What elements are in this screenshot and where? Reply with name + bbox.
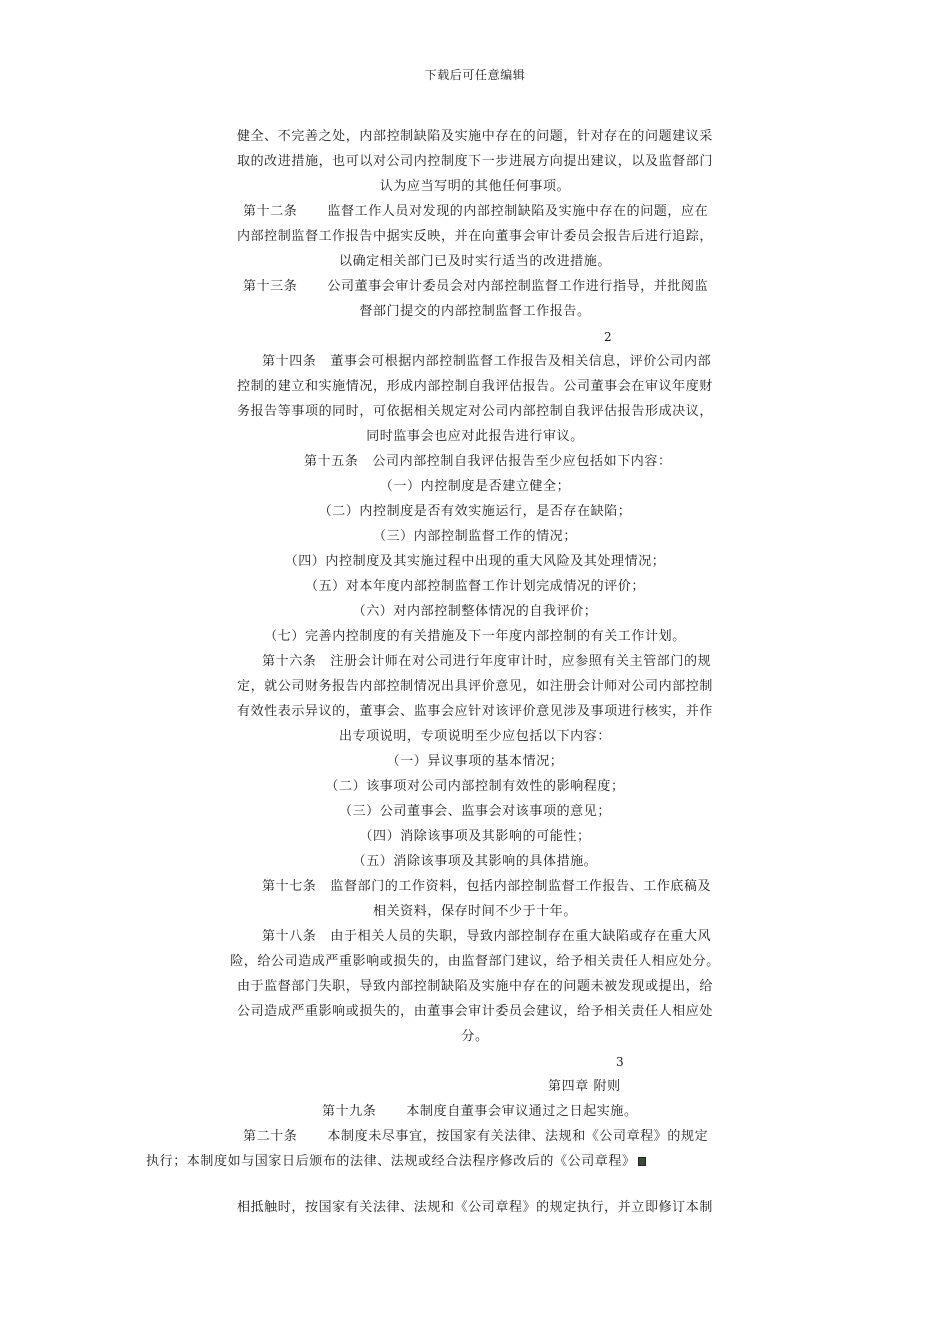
article-14	[262, 353, 711, 371]
list-item: （一）异议事项的基本情况；	[386, 754, 564, 769]
chapter-title: 第四章 附则	[548, 1079, 621, 1094]
text-line: 内部控制监督工作报告中据实反映，并在向董事会审计委员会报告后进行追踪，	[236, 229, 713, 244]
list-item: （三）内部控制监督工作的情况；	[372, 529, 577, 544]
article-19	[322, 1103, 638, 1121]
article-text: 注册会计师在对公司进行年度审计时，应参照有关主管部门的规	[330, 654, 712, 669]
list-item: （三）公司董事会、监事会对该事项的意见；	[338, 804, 611, 819]
list-item: （一）内控制度是否建立健全；	[379, 479, 571, 494]
text-line	[146, 1153, 646, 1171]
article-text: 监督部门的工作资料，包括内部控制监督工作报告、工作底稿及	[330, 879, 712, 894]
text-line: 出专项说明，专项说明至少应包括以下内容：	[338, 729, 611, 744]
text-line: 同时监事会也应对此报告进行审议。	[366, 429, 584, 444]
article-12	[243, 203, 708, 221]
article-text: 由于相关人员的失职，导致内部控制存在重大缺陷或存在重大风	[330, 929, 712, 944]
text-line: 相抵触时，按国家有关法律、法规和《公司章程》的规定执行，并立即修订本制	[236, 1200, 713, 1215]
article-number: 第十二条	[243, 204, 298, 219]
text-line: 以确定相关部门已及时实行适当的改进措施。	[338, 254, 611, 269]
article-15	[304, 453, 672, 471]
page-number: 2	[604, 330, 613, 344]
list-item: （二）该事项对公司内部控制有效性的影响程度；	[325, 779, 625, 794]
article-16	[262, 653, 711, 671]
article-text: 公司内部控制自我评估报告至少应包括如下内容：	[372, 454, 672, 469]
article-number: 第十六条	[262, 654, 317, 669]
text-line: 分。	[461, 1029, 489, 1044]
article-text: 公司董事会审计委员会对内部控制监督工作进行指导，并批阅监	[327, 279, 709, 294]
article-number: 第二十条	[243, 1129, 298, 1144]
article-text: 监督工作人员对发现的内部控制缺陷及实施中存在的问题，应在	[327, 204, 709, 219]
article-number: 第十九条	[322, 1104, 377, 1119]
article-number: 第十五条	[304, 454, 359, 469]
line-text: 执行；本制度如与国家日后颁布的法律、法规或经合法程序修改后的《公司章程》	[146, 1154, 636, 1169]
article-text: 董事会可根据内部控制监督工作报告及相关信息，评价公司内部	[330, 354, 712, 369]
page-number: 3	[616, 1055, 625, 1069]
article-18	[262, 928, 711, 946]
text-line: 有效性表示异议的，董事会、监事会应针对该评价意见涉及事项进行核实，并作	[236, 704, 713, 719]
text-line: 险，给公司造成严重影响或损失的，由监督部门建议，给予相关责任人相应处分。	[230, 954, 720, 969]
article-17	[262, 878, 711, 896]
article-20	[243, 1128, 708, 1146]
article-number: 第十七条	[262, 879, 317, 894]
list-item: （五）消除该事项及其影响的具体措施。	[352, 854, 598, 869]
text-line: 定，就公司财务报告内部控制情况出具评价意见，如注册会计师对公司内部控制	[236, 679, 713, 694]
list-item: （四）内控制度及其实施过程中出现的重大风险及其处理情况；	[284, 554, 666, 569]
list-item: （七）完善内控制度的有关措施及下一年度内部控制的有关工作计划。	[264, 629, 686, 644]
page-header: 下载后可任意编辑	[424, 68, 526, 82]
list-item: （六）对内部控制整体情况的自我评价；	[352, 604, 598, 619]
text-line: 由于监督部门失职，导致内部控制缺陷及实施中存在的问题未被发现或提出，给	[236, 979, 713, 994]
embedded-object-icon	[638, 1157, 646, 1166]
article-number: 第十三条	[243, 279, 298, 294]
article-text: 本制度自董事会审议通过之日起实施。	[406, 1104, 638, 1119]
text-line: 认为应当写明的其他任何事项。	[379, 179, 571, 194]
article-number: 第十四条	[262, 354, 317, 369]
article-13	[243, 278, 708, 296]
text-line: 控制的建立和实施情况，形成内部控制自我评估报告。公司董事会在审议年度财	[236, 379, 713, 394]
article-number: 第十八条	[262, 929, 317, 944]
text-line: 督部门提交的内部控制监督工作报告。	[359, 304, 591, 319]
text-line: 务报告等事项的同时，可依据相关规定对公司内部控制自我评估报告形成决议，	[236, 404, 713, 419]
article-text: 本制度未尽事宜，按国家有关法律、法规和《公司章程》的规定	[327, 1129, 709, 1144]
text-line: 健全、不完善之处，内部控制缺陷及实施中存在的问题，针对存在的问题建议采	[236, 129, 713, 144]
text-line: 取的改进措施，也可以对公司内控制度下一步进展方向提出建议，以及监督部门	[236, 154, 713, 169]
list-item: （四）消除该事项及其影响的可能性；	[359, 829, 591, 844]
text-line: 公司造成严重影响或损失的，由董事会审计委员会建议，给予相关责任人相应处	[236, 1004, 713, 1019]
list-item: （二）内控制度是否有效实施运行，是否存在缺陷；	[318, 504, 632, 519]
text-line: 相关资料，保存时间不少于十年。	[372, 904, 577, 919]
list-item: （五）对本年度内部控制监督工作计划完成情况的评价；	[304, 579, 645, 594]
